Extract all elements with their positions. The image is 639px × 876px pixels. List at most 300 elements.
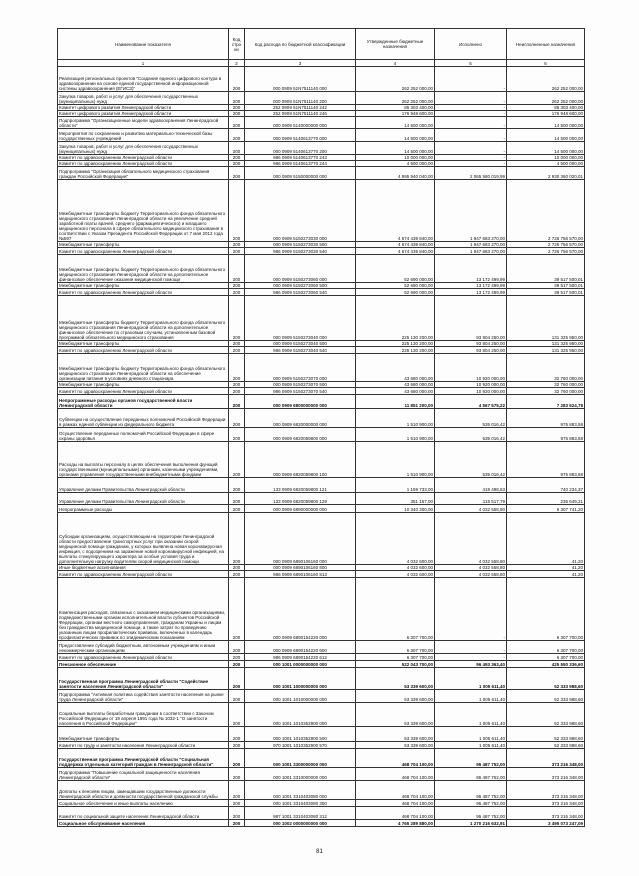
cell-line-code: 200 bbox=[229, 117, 245, 129]
cell-approved: 14 500 000,00 bbox=[356, 142, 435, 155]
table-row bbox=[58, 442, 585, 478]
header-name: Наименование показателя bbox=[58, 29, 229, 60]
cell-budget-code: 000 0909 6800000000 000 bbox=[245, 395, 356, 409]
cell-unexecuted: 373 216 348,00 bbox=[507, 800, 585, 807]
table-row bbox=[58, 428, 585, 442]
header-line-code: Код стро ки bbox=[229, 29, 245, 60]
cell-name: Закупка товаров, работ и услуг для обеспечения государственных (муниципальных) нужд bbox=[58, 92, 229, 105]
cell-name: Подпрограмма "Организационные модели здравоохранения Ленинградской области" bbox=[58, 117, 229, 129]
cell-name: Комитет по здравоохранению Ленинградской области bbox=[58, 571, 229, 578]
cell-name: Управление делами Правительства Ленинградской области bbox=[58, 478, 229, 493]
cell-name: Предоставление субсидий бюджетным, автономным учреждениям и иным некоммерческим организациям bbox=[58, 641, 229, 654]
header-unexecuted: Неисполненные назначения bbox=[507, 29, 585, 60]
cell-name: Комитет по здравоохранению Ленинградской области bbox=[58, 347, 229, 354]
cell-unexecuted: 32 760 000,00 bbox=[507, 382, 585, 388]
cell-approved: 53 339 600,00 bbox=[356, 703, 435, 727]
cell-budget-code: 000 0909 5150273040 500 bbox=[245, 341, 356, 347]
cell-name: Компенсация расходов, связанных с оказанием медицинскими организациями, подведомственными органам исполнительной власти субъектов Российской Федерации, органам местного самоуправления, гражданам Украины и лицам без гражданства медицинской помощи, а также затрат по проведению указанным лицам профилактических прививок, включенных в календарь профилактических прививок по эпидемическим показаниям bbox=[58, 578, 229, 641]
cell-line-code: 200 bbox=[229, 142, 245, 155]
cell-line-code: 200 bbox=[229, 768, 245, 781]
column-number: 2 bbox=[229, 60, 245, 67]
cell-unexecuted: 975 883,58 bbox=[507, 442, 585, 478]
cell-name: Расходы на выплаты персоналу в целях обеспечения выполнения функций государственными (муниципальными) органами, казенными учреждениями, органами управления государственными внебюджетными фондами bbox=[58, 442, 229, 478]
cell-line-code: 200 bbox=[229, 155, 245, 161]
table-row bbox=[58, 67, 585, 92]
cell-budget-code: 986 0909 5150273070 540 bbox=[245, 388, 356, 395]
cell-name: Межбюджетные трансферты бюджету Территориального фонда обязательного медицинского страхования Ленинградской области на увеличение средней заработной платы врачей, среднего (фармацевтического) и младшего медицинского персонала в сфере обязательного медицинского страхования в соответствии с Указом Президента Российской Федерации от 7 мая 2012 года №597 bbox=[58, 180, 229, 242]
table-row bbox=[58, 571, 585, 578]
cell-executed: 1 005 611,40 bbox=[435, 690, 507, 703]
cell-approved: 53 339 600,00 bbox=[356, 690, 435, 703]
cell-approved: 14 500 000,00 bbox=[356, 117, 435, 129]
page-number: 81 bbox=[316, 849, 323, 855]
cell-budget-code: 986 0909 6890154220 612 bbox=[245, 654, 356, 661]
cell-unexecuted: 373 216 348,00 bbox=[507, 807, 585, 820]
cell-name: Социальное обеспечение и иные выплаты населению bbox=[58, 800, 229, 807]
cell-line-code: 200 bbox=[229, 129, 245, 142]
cell-budget-code: 000 1001 1010352900 000 bbox=[245, 703, 356, 727]
header-approved: Утвержденные бюджетные назначения bbox=[356, 29, 435, 60]
cell-unexecuted: 131 325 950,00 bbox=[507, 347, 585, 354]
cell-unexecuted: 2 930 360 020,01 bbox=[507, 167, 585, 180]
cell-approved: 4 674 439 840,00 bbox=[356, 242, 435, 248]
cell-executed: 1 005 611,40 bbox=[435, 742, 507, 749]
header-budget-code: Код расхода по бюджетной классификации bbox=[245, 29, 356, 60]
cell-approved: 85 303 400,00 bbox=[356, 105, 435, 111]
cell-executed: 95 487 752,00 bbox=[435, 749, 507, 768]
cell-budget-code: 000 0909 6890106160 800 bbox=[245, 565, 356, 571]
cell-approved: 4 765 289 880,00 bbox=[356, 820, 435, 827]
cell-executed: 4 032 558,80 bbox=[435, 571, 507, 578]
table-row bbox=[58, 807, 585, 820]
table-row bbox=[58, 167, 585, 180]
cell-unexecuted: 52 333 988,60 bbox=[507, 703, 585, 727]
cell-line-code: 200 bbox=[229, 341, 245, 347]
cell-executed: 4 567 575,22 bbox=[435, 395, 507, 409]
table-row bbox=[58, 289, 585, 296]
cell-name: Межбюджетные трансферты бюджету Территориального фонда обязательного медицинского страхования Ленинградской области на дополнительное финансовое обеспечение оказания медицинской помощи bbox=[58, 255, 229, 283]
cell-executed: 1 005 611,40 bbox=[435, 703, 507, 727]
cell-executed: - bbox=[435, 578, 507, 641]
cell-unexecuted: 32 760 000,00 bbox=[507, 354, 585, 382]
cell-line-code: 200 bbox=[229, 242, 245, 248]
cell-line-code: 200 bbox=[229, 749, 245, 768]
cell-line-code: 200 bbox=[229, 92, 245, 105]
cell-budget-code: 000 0909 5140000000 000 bbox=[245, 117, 356, 129]
cell-approved: 10 000 000,00 bbox=[356, 155, 435, 161]
cell-name: Непрограммные расходы bbox=[58, 505, 229, 513]
table-row bbox=[58, 661, 585, 668]
table-row bbox=[58, 800, 585, 807]
cell-executed: 535 016,42 bbox=[435, 428, 507, 442]
cell-budget-code: 000 0909 5150273030 500 bbox=[245, 242, 356, 248]
table-row bbox=[58, 248, 585, 255]
cell-budget-code: 986 0909 5150273060 540 bbox=[245, 289, 356, 296]
cell-budget-code: 000 0909 51N7511140 200 bbox=[245, 92, 356, 105]
cell-line-code: 200 bbox=[229, 395, 245, 409]
table-row bbox=[58, 668, 585, 690]
cell-executed: 1 947 683 270,00 bbox=[435, 180, 507, 242]
cell-executed: 10 920 000,00 bbox=[435, 388, 507, 395]
cell-executed: 535 016,42 bbox=[435, 409, 507, 428]
cell-budget-code: 000 0909 6890106160 000 bbox=[245, 513, 356, 565]
cell-name: Социальное обслуживание населения bbox=[58, 820, 229, 827]
table-row bbox=[58, 296, 585, 341]
table-row bbox=[58, 820, 585, 827]
cell-unexecuted: 176 948 600,00 bbox=[507, 111, 585, 117]
cell-line-code: 200 bbox=[229, 67, 245, 92]
cell-budget-code: 986 0909 5140613770 243 bbox=[245, 155, 356, 161]
cell-line-code: 200 bbox=[229, 428, 245, 442]
table-row bbox=[58, 347, 585, 354]
cell-executed: 96 493 363,40 bbox=[435, 661, 507, 668]
cell-executed: - bbox=[435, 129, 507, 142]
table-row bbox=[58, 180, 585, 242]
cell-budget-code: 000 1001 0000000000 000 bbox=[245, 661, 356, 668]
cell-line-code: 200 bbox=[229, 690, 245, 703]
cell-line-code: 200 bbox=[229, 641, 245, 654]
cell-line-code: 200 bbox=[229, 505, 245, 513]
table-row bbox=[58, 742, 585, 749]
cell-approved: 53 339 600,00 bbox=[356, 668, 435, 690]
cell-budget-code: 000 0909 6890000000 000 bbox=[245, 505, 356, 513]
column-number: 1 bbox=[58, 60, 229, 67]
cell-budget-code: 000 1001 3310000000 000 bbox=[245, 768, 356, 781]
cell-approved: 225 130 200,00 bbox=[356, 341, 435, 347]
cell-approved: 522 043 700,00 bbox=[356, 661, 435, 668]
cell-line-code: 200 bbox=[229, 571, 245, 578]
cell-line-code: 200 bbox=[229, 661, 245, 668]
cell-executed: - bbox=[435, 92, 507, 105]
cell-name: Субсидии организациям, осуществляющим на территории Ленинградской области предоставление транспортных услуг при оказании скорой медицинской помощи гражданам, у которых выявлена новая коронавирусная инфекция, с подозрением на заражение новой коронавирусной инфекцией, на выплаты стимулирующего характера за особые условия труда и дополнительную нагрузку водителям скорой медицинской помощи bbox=[58, 513, 229, 565]
cell-budget-code: 986 0909 5150273040 540 bbox=[245, 347, 356, 354]
cell-budget-code: 000 0909 5150273030 000 bbox=[245, 180, 356, 242]
cell-approved: 11 851 200,00 bbox=[356, 395, 435, 409]
cell-approved: 14 500 000,00 bbox=[356, 129, 435, 142]
cell-budget-code: 000 1001 3310403080 300 bbox=[245, 800, 356, 807]
cell-unexecuted: 373 216 348,00 bbox=[507, 768, 585, 781]
cell-line-code: 200 bbox=[229, 347, 245, 354]
cell-budget-code: 000 1001 1000000000 000 bbox=[245, 668, 356, 690]
cell-executed: 93 804 250,00 bbox=[435, 341, 507, 347]
table-row bbox=[58, 129, 585, 142]
cell-executed: 10 920 000,00 bbox=[435, 382, 507, 388]
cell-unexecuted: 235 649,21 bbox=[507, 493, 585, 505]
cell-budget-code: 000 0909 5150000000 000 bbox=[245, 167, 356, 180]
cell-unexecuted: 373 216 348,00 bbox=[507, 781, 585, 800]
cell-unexecuted: 6 307 741,20 bbox=[507, 505, 585, 513]
cell-unexecuted: 975 883,58 bbox=[507, 409, 585, 428]
cell-approved: 6 307 700,00 bbox=[356, 578, 435, 641]
cell-budget-code: 000 1001 3300000000 000 bbox=[245, 749, 356, 768]
cell-executed: - bbox=[435, 155, 507, 161]
cell-line-code: 200 bbox=[229, 442, 245, 478]
cell-budget-code: 000 1001 1010000000 000 bbox=[245, 690, 356, 703]
table-row bbox=[58, 513, 585, 565]
cell-unexecuted: 975 883,58 bbox=[507, 428, 585, 442]
cell-executed: - bbox=[435, 105, 507, 111]
cell-executed: 1 005 611,40 bbox=[435, 668, 507, 690]
cell-unexecuted: 41,20 bbox=[507, 513, 585, 565]
cell-budget-code: 252 0909 51N7511140 246 bbox=[245, 111, 356, 117]
cell-approved: 4 032 600,00 bbox=[356, 513, 435, 565]
cell-approved: 52 690 000,00 bbox=[356, 255, 435, 283]
cell-unexecuted: 2 726 756 570,00 bbox=[507, 242, 585, 248]
cell-unexecuted: 14 500 000,00 bbox=[507, 129, 585, 142]
cell-executed: 2 065 580 019,99 bbox=[435, 167, 507, 180]
cell-name: Межбюджетные трансферты bbox=[58, 341, 229, 347]
cell-unexecuted: 262 252 000,00 bbox=[507, 67, 585, 92]
cell-line-code: 200 bbox=[229, 478, 245, 493]
cell-unexecuted: 2 726 756 570,00 bbox=[507, 180, 585, 242]
cell-unexecuted: 740 234,37 bbox=[507, 478, 585, 493]
cell-executed: - bbox=[435, 641, 507, 654]
cell-unexecuted: 41,20 bbox=[507, 565, 585, 571]
cell-approved: 468 704 100,00 bbox=[356, 807, 435, 820]
cell-executed: 93 804 250,00 bbox=[435, 347, 507, 354]
cell-line-code: 200 bbox=[229, 111, 245, 117]
cell-executed: 1 270 216 632,91 bbox=[435, 820, 507, 827]
cell-unexecuted: 6 307 700,00 bbox=[507, 654, 585, 661]
cell-approved: 4 500 000,00 bbox=[356, 161, 435, 167]
cell-line-code: 200 bbox=[229, 382, 245, 388]
cell-unexecuted: 7 283 624,78 bbox=[507, 395, 585, 409]
cell-approved: 53 339 600,00 bbox=[356, 727, 435, 742]
cell-approved: 262 252 000,00 bbox=[356, 92, 435, 105]
cell-executed: 13 172 499,99 bbox=[435, 289, 507, 296]
cell-unexecuted: 39 517 500,01 bbox=[507, 255, 585, 283]
cell-approved: 176 948 600,00 bbox=[356, 111, 435, 117]
table-row bbox=[58, 505, 585, 513]
cell-name: Межбюджетные трансферты бюджету Территориального фонда обязательного медицинского страхования Ленинградской области на дополнительное финансовое обеспечение по страховым случаям, установленным базовой программой обязательного медицинского страхования bbox=[58, 296, 229, 341]
cell-approved: 468 704 100,00 bbox=[356, 800, 435, 807]
cell-approved: 4 674 439 840,00 bbox=[356, 248, 435, 255]
cell-line-code: 200 bbox=[229, 578, 245, 641]
cell-name: Комитет по здравоохранению Ленинградской области bbox=[58, 155, 229, 161]
cell-line-code: 200 bbox=[229, 513, 245, 565]
cell-approved: 6 307 700,00 bbox=[356, 641, 435, 654]
cell-executed: - bbox=[435, 142, 507, 155]
cell-line-code: 200 bbox=[229, 180, 245, 242]
cell-name: Межбюджетные трансферты bbox=[58, 727, 229, 742]
column-numbers-row bbox=[58, 60, 585, 67]
cell-approved: 468 704 100,00 bbox=[356, 749, 435, 768]
cell-line-code: 200 bbox=[229, 296, 245, 341]
cell-executed: 4 032 558,80 bbox=[435, 505, 507, 513]
cell-line-code: 200 bbox=[229, 248, 245, 255]
cell-unexecuted: 52 333 988,60 bbox=[507, 690, 585, 703]
cell-line-code: 200 bbox=[229, 105, 245, 111]
cell-unexecuted: 41,20 bbox=[507, 571, 585, 578]
cell-line-code: 200 bbox=[229, 727, 245, 742]
cell-line-code: 200 bbox=[229, 354, 245, 382]
cell-budget-code: 000 0909 51N7511140 000 bbox=[245, 67, 356, 92]
table-row bbox=[58, 654, 585, 661]
cell-name: Межбюджетные трансферты bbox=[58, 382, 229, 388]
cell-approved: 4 674 439 840,00 bbox=[356, 180, 435, 242]
table-row bbox=[58, 354, 585, 382]
column-number: 6 bbox=[507, 60, 585, 67]
cell-unexecuted: 6 307 700,00 bbox=[507, 578, 585, 641]
cell-unexecuted: 85 303 400,00 bbox=[507, 105, 585, 111]
cell-unexecuted: 52 333 988,60 bbox=[507, 668, 585, 690]
cell-budget-code: 000 1002 0000000000 000 bbox=[245, 820, 356, 827]
cell-approved: 1 510 900,00 bbox=[356, 409, 435, 428]
cell-executed: - bbox=[435, 111, 507, 117]
cell-name: Комитет по здравоохранению Ленинградской области bbox=[58, 248, 229, 255]
cell-name: Закупка товаров, работ и услуг для обеспечения государственных (муниципальных) нужд bbox=[58, 142, 229, 155]
cell-name: Комитет по здравоохранению Ленинградской области bbox=[58, 388, 229, 395]
header-executed: Исполнено bbox=[435, 29, 507, 60]
cell-executed: 13 172 499,99 bbox=[435, 255, 507, 283]
cell-approved: 43 680 000,00 bbox=[356, 382, 435, 388]
cell-budget-code: 000 0909 6820059800 100 bbox=[245, 442, 356, 478]
table-row bbox=[58, 703, 585, 727]
cell-budget-code: 986 0909 5150273030 540 bbox=[245, 248, 356, 255]
cell-line-code: 200 bbox=[229, 742, 245, 749]
cell-approved: 225 130 200,00 bbox=[356, 296, 435, 341]
cell-executed: 10 920 000,00 bbox=[435, 354, 507, 382]
cell-executed: 95 487 752,00 bbox=[435, 800, 507, 807]
cell-unexecuted: 10 000 000,00 bbox=[507, 155, 585, 161]
cell-name: Социальные выплаты безработным гражданам в соответствии с Законом Российской Федерации от 19 апреля 1991 года № 1032-1 "О занятости населения в Российской Федерации" bbox=[58, 703, 229, 727]
cell-executed: 4 032 558,80 bbox=[435, 513, 507, 565]
cell-unexecuted: 14 500 000,00 bbox=[507, 142, 585, 155]
cell-line-code: 200 bbox=[229, 800, 245, 807]
cell-budget-code: 987 1001 3310403080 312 bbox=[245, 807, 356, 820]
cell-approved: 468 704 100,00 bbox=[356, 768, 435, 781]
cell-budget-code: 970 1001 1010352900 570 bbox=[245, 742, 356, 749]
table-row bbox=[58, 690, 585, 703]
cell-approved: 1 510 900,00 bbox=[356, 428, 435, 442]
cell-line-code: 200 bbox=[229, 820, 245, 827]
cell-approved: 52 690 000,00 bbox=[356, 283, 435, 289]
cell-unexecuted: 39 517 500,01 bbox=[507, 283, 585, 289]
table-row bbox=[58, 92, 585, 105]
cell-approved: 225 130 200,00 bbox=[356, 347, 435, 354]
cell-approved: 351 167,00 bbox=[356, 493, 435, 505]
cell-line-code: 200 bbox=[229, 668, 245, 690]
cell-name: Иные бюджетные ассигнования bbox=[58, 565, 229, 571]
cell-executed: 4 032 558,80 bbox=[435, 565, 507, 571]
cell-name: Комитет цифрового развития Ленинградской области bbox=[58, 105, 229, 111]
cell-executed: 419 498,63 bbox=[435, 478, 507, 493]
table-row bbox=[58, 493, 585, 505]
cell-name: Межбюджетные трансферты bbox=[58, 242, 229, 248]
cell-name: Государственная программа Ленинградской области "Содействие занятости населения Ленинградской области" bbox=[58, 668, 229, 690]
cell-unexecuted: 2 726 756 570,00 bbox=[507, 248, 585, 255]
table-row bbox=[58, 117, 585, 129]
cell-unexecuted: 39 517 500,01 bbox=[507, 289, 585, 296]
cell-approved: 4 032 600,00 bbox=[356, 565, 435, 571]
column-number: 3 bbox=[245, 60, 356, 67]
cell-line-code: 200 bbox=[229, 807, 245, 820]
cell-approved: 43 680 000,00 bbox=[356, 388, 435, 395]
cell-approved: 4 032 600,00 bbox=[356, 571, 435, 578]
table-row bbox=[58, 478, 585, 493]
table-row bbox=[58, 749, 585, 768]
cell-unexecuted: 14 500 000,00 bbox=[507, 117, 585, 129]
cell-name: Доплаты к пенсиям лицам, замещавшим государственные должности Ленинградской области и должности государственной гражданской службы bbox=[58, 781, 229, 800]
table-row bbox=[58, 781, 585, 800]
cell-executed: 1 005 611,40 bbox=[435, 727, 507, 742]
cell-budget-code: 133 0909 6820059800 129 bbox=[245, 493, 356, 505]
table-row bbox=[58, 727, 585, 742]
table-body bbox=[58, 67, 585, 827]
cell-unexecuted: 131 325 950,00 bbox=[507, 341, 585, 347]
cell-name: Пенсионное обеспечение bbox=[58, 661, 229, 668]
table-row bbox=[58, 578, 585, 641]
cell-budget-code: 000 0909 6890154220 600 bbox=[245, 641, 356, 654]
cell-line-code: 200 bbox=[229, 388, 245, 395]
table-row bbox=[58, 142, 585, 155]
cell-name: Комитет по здравоохранению Ленинградской области bbox=[58, 161, 229, 167]
cell-budget-code: 252 0909 51N7511140 242 bbox=[245, 105, 356, 111]
cell-executed: 1 947 683 270,00 bbox=[435, 248, 507, 255]
table-row bbox=[58, 255, 585, 283]
cell-name: Комитет по социальной защите населения Ленинградской области bbox=[58, 807, 229, 820]
cell-name: Межбюджетные трансферты bbox=[58, 283, 229, 289]
cell-line-code: 200 bbox=[229, 283, 245, 289]
table-header-row bbox=[58, 29, 585, 60]
cell-unexecuted: 425 550 336,60 bbox=[507, 661, 585, 668]
cell-executed: - bbox=[435, 67, 507, 92]
cell-budget-code: 000 0909 6890154220 000 bbox=[245, 578, 356, 641]
table-row bbox=[58, 409, 585, 428]
cell-unexecuted: 52 333 988,60 bbox=[507, 727, 585, 742]
cell-line-code: 200 bbox=[229, 255, 245, 283]
column-number: 5 bbox=[435, 60, 507, 67]
cell-executed: - bbox=[435, 654, 507, 661]
cell-budget-code: 986 0909 5140613770 244 bbox=[245, 161, 356, 167]
cell-name: Подпрограмма "Активная политика содействия занятости населения на рынке труда Ленинградской области" bbox=[58, 690, 229, 703]
cell-executed: 95 487 752,00 bbox=[435, 781, 507, 800]
cell-budget-code: 000 0909 5150273070 500 bbox=[245, 382, 356, 388]
cell-executed: 115 517,79 bbox=[435, 493, 507, 505]
cell-approved: 52 690 000,00 bbox=[356, 289, 435, 296]
cell-name: Подпрограмма "Повышение социальной защищенности населения Ленинградской области" bbox=[58, 768, 229, 781]
cell-budget-code: 986 0909 6890106160 813 bbox=[245, 571, 356, 578]
cell-name: Мероприятия по сохранению и развитию материально-технической базы государственных учреждений bbox=[58, 129, 229, 142]
cell-name: Комитет по здравоохранению Ленинградской области bbox=[58, 654, 229, 661]
cell-executed: 535 016,42 bbox=[435, 442, 507, 478]
cell-approved: 4 995 940 040,00 bbox=[356, 167, 435, 180]
cell-unexecuted: 3 495 073 247,09 bbox=[507, 820, 585, 827]
cell-line-code: 200 bbox=[229, 493, 245, 505]
cell-line-code: 200 bbox=[229, 161, 245, 167]
table-row bbox=[58, 641, 585, 654]
cell-approved: 1 159 733,00 bbox=[356, 478, 435, 493]
cell-name: Субвенции на осуществление переданных полномочий Российской Федерации в рамках единой субвенции из федерального бюджета bbox=[58, 409, 229, 428]
cell-budget-code: 000 0909 5150273060 500 bbox=[245, 283, 356, 289]
cell-budget-code: 000 1001 1010352900 500 bbox=[245, 727, 356, 742]
cell-line-code: 200 bbox=[229, 409, 245, 428]
cell-unexecuted: 4 500 000,00 bbox=[507, 161, 585, 167]
cell-executed: 95 487 752,00 bbox=[435, 768, 507, 781]
cell-name: Непрограммные расходы органов государственной власти Ленинградской области bbox=[58, 395, 229, 409]
cell-line-code: 200 bbox=[229, 781, 245, 800]
cell-unexecuted: 131 325 950,00 bbox=[507, 296, 585, 341]
cell-budget-code: 000 1001 3310403080 000 bbox=[245, 781, 356, 800]
cell-budget-code: 000 0909 6820000000 000 bbox=[245, 409, 356, 428]
cell-approved: 1 510 900,00 bbox=[356, 442, 435, 478]
cell-name: Комитет по здравоохранению Ленинградской области bbox=[58, 289, 229, 296]
cell-approved: 262 252 000,00 bbox=[356, 67, 435, 92]
cell-line-code: 200 bbox=[229, 167, 245, 180]
cell-name: Межбюджетные трансферты бюджету Территориального фонда обязательного медицинского страхования Ленинградской области на обеспечение организации питания в условиях дневного стационара bbox=[58, 354, 229, 382]
cell-approved: 53 339 600,00 bbox=[356, 742, 435, 749]
cell-executed: - bbox=[435, 161, 507, 167]
